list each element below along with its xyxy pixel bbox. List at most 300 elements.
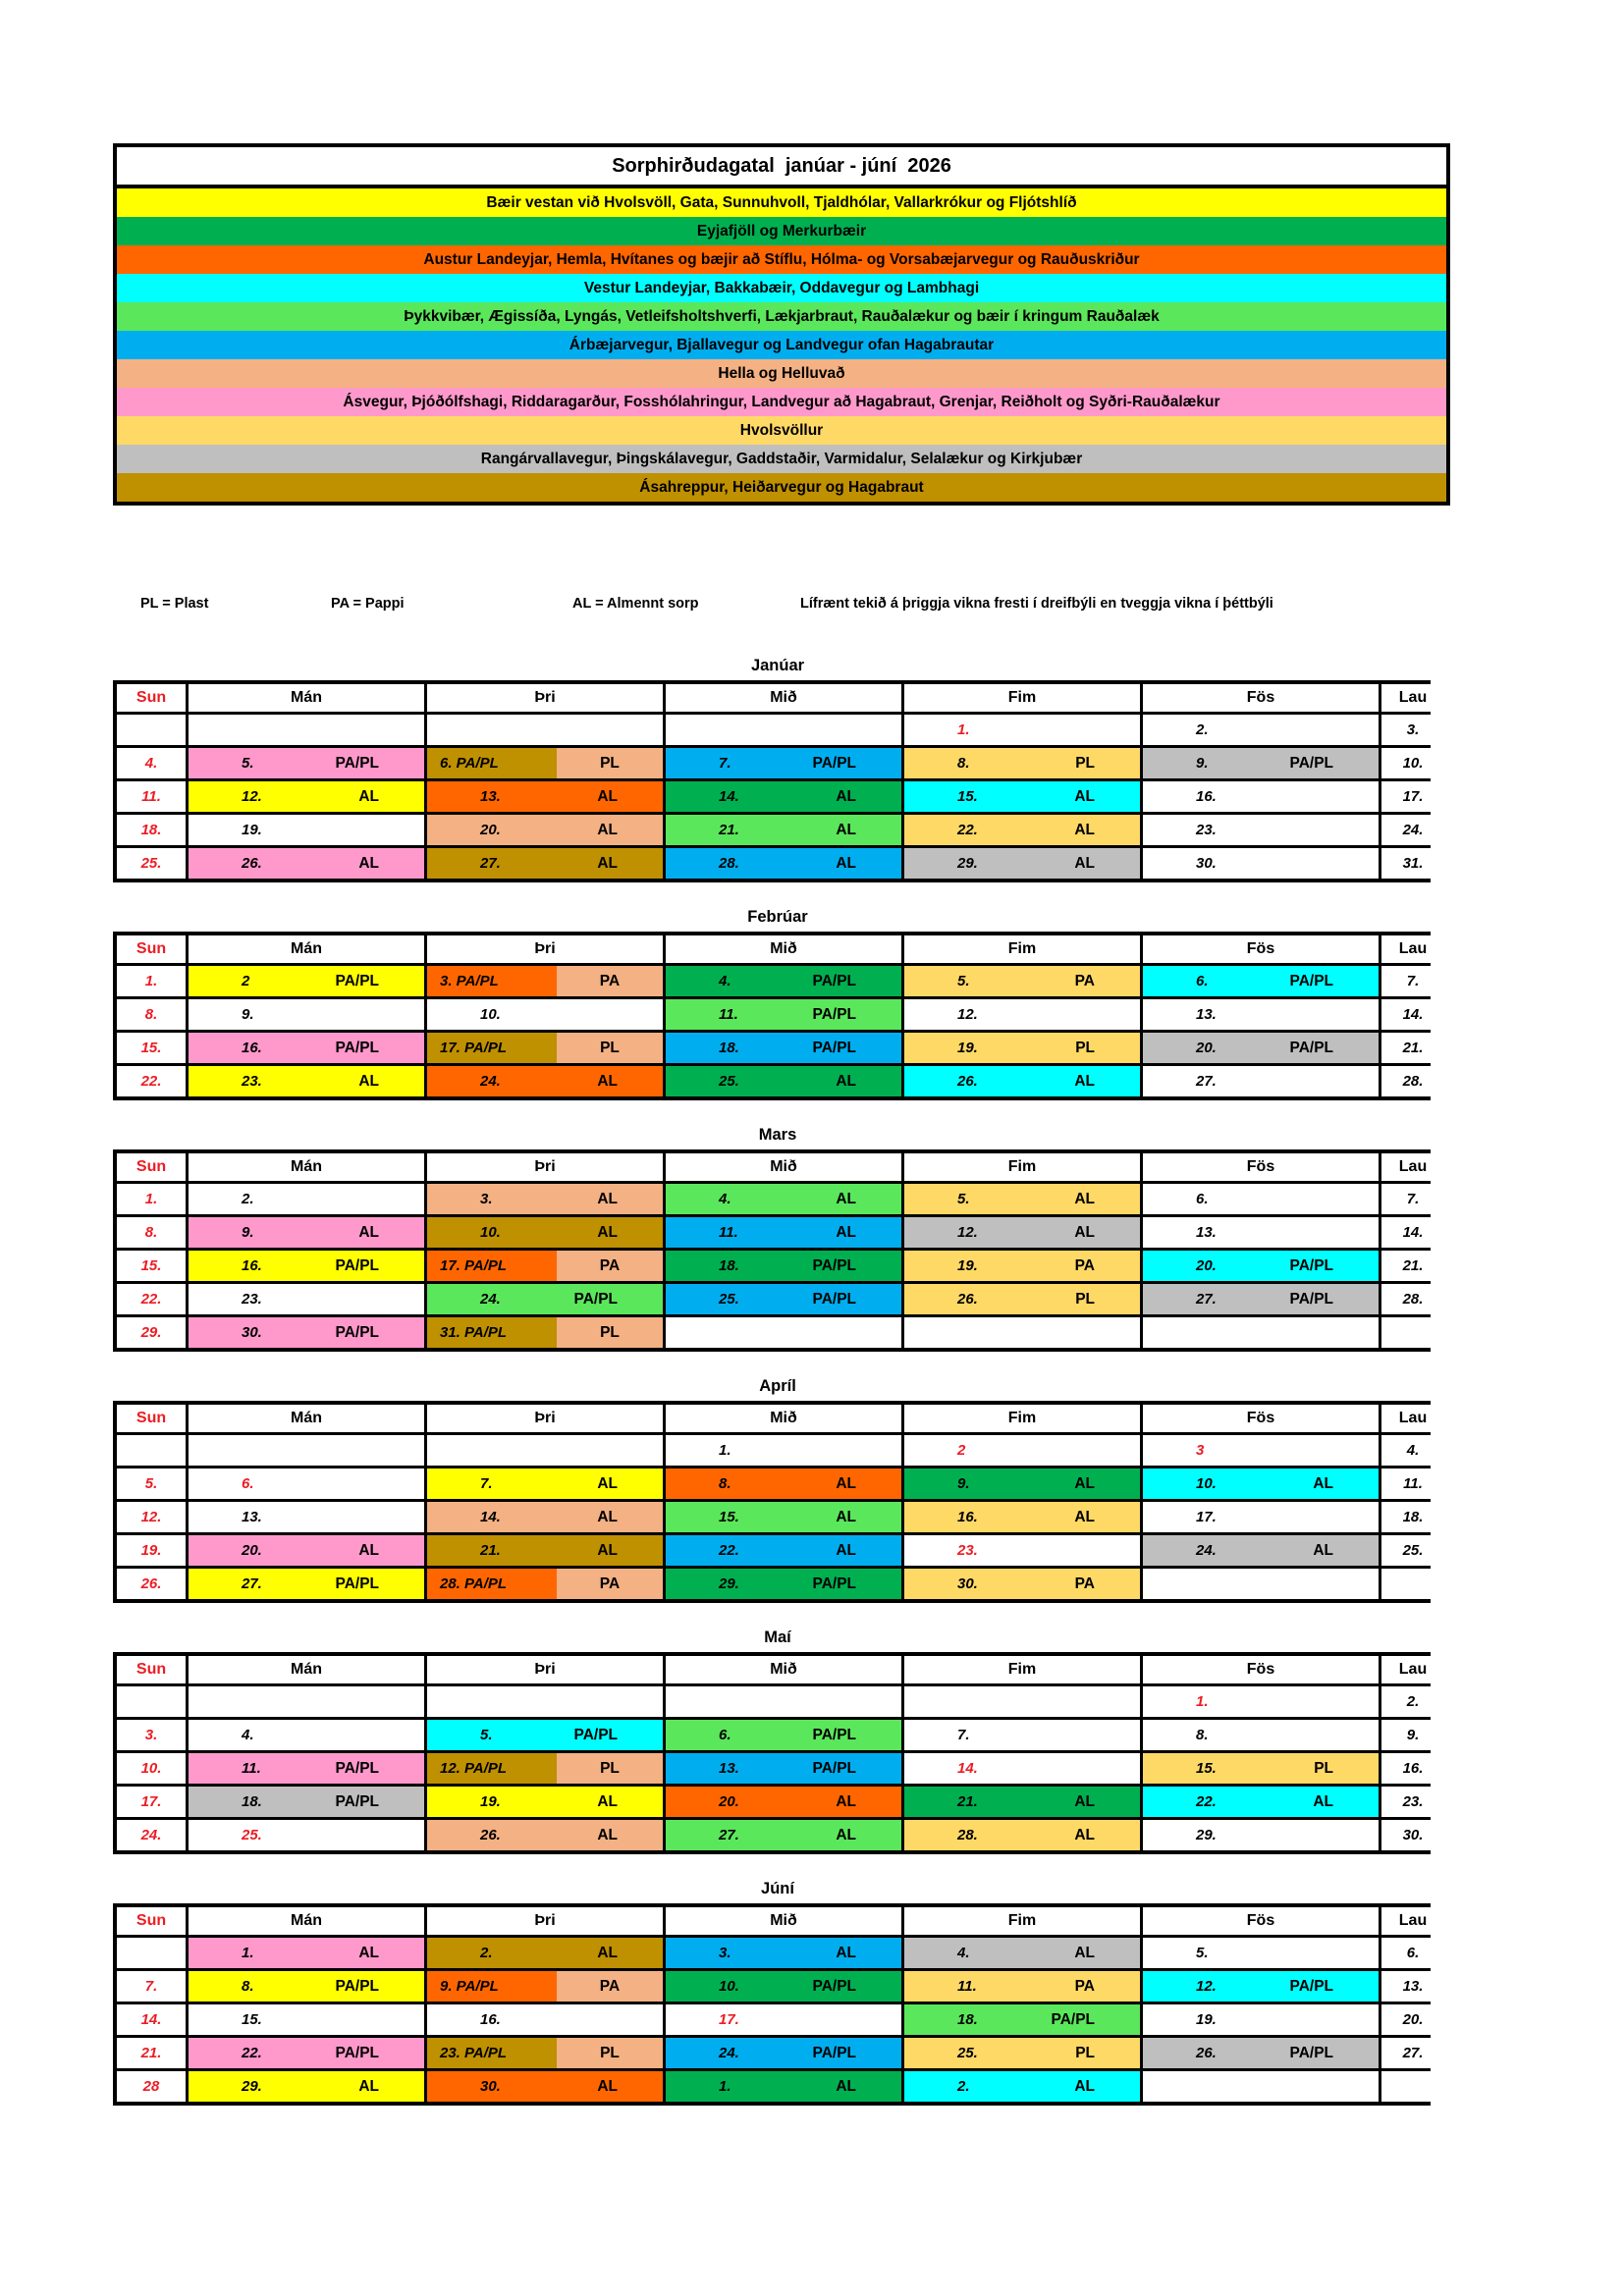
month-apríl [113,1377,1450,1603]
split-cell-left: 17. PA/PL [427,1033,557,1063]
day-cell-fim-w3 [904,1753,1140,1784]
waste-type-label: PL [1314,1759,1333,1777]
month-febrúar [113,908,1450,1100]
date-label: 24. [1196,1542,1217,1559]
day-cell-man-w5 [189,848,424,879]
date-label: 27. [1196,1291,1217,1308]
day-cell-mid-w4 [666,1787,901,1817]
date-label: 3 [1196,1442,1205,1459]
date-label: 9. [957,1475,970,1492]
day-cell-mid-w1 [666,1184,901,1214]
waste-type-label: AL [597,1541,618,1559]
day-cell-lau-w5 [1381,2071,1444,2102]
day-cell-tri-w3 [427,781,663,812]
date-label: 26. [1196,2045,1217,2061]
day-cell-fos-w2 [1143,1720,1379,1750]
date-label: 28. [1402,1073,1424,1090]
date-label: 16. [957,1509,978,1525]
day-cell-fim-w2 [904,1468,1140,1499]
date-label: 4. [719,973,731,989]
date-label: 17. [719,2011,739,2028]
day-cell-sun-w4 [117,1535,186,1566]
date-label: 23. [1402,1793,1424,1810]
waste-type-label: AL [597,1826,618,1843]
date-label: 3. [480,1191,493,1207]
date-label: 8. [1196,1727,1209,1743]
day-header-man: Mán [189,1405,424,1432]
day-cell-fim-w3 [904,781,1140,812]
waste-type-label: AL [836,1944,856,1961]
region-row-8: Hvolsvöllur [117,416,1446,445]
date-label: 17. [140,1793,162,1810]
month-title: Janúar [750,657,805,674]
waste-type-label: AL [1074,821,1095,838]
date-label: 22. [1196,1793,1217,1810]
date-label: 13. [1402,1978,1424,1995]
split-cell-right: PA [557,966,663,996]
date-label: 11. [719,1006,738,1023]
day-cell-mid-w1 [666,1435,901,1466]
date-label: 19. [242,822,262,838]
day-cell-man-w5 [189,1820,424,1850]
date-label: 3. [719,1945,731,1961]
date-label: 5. [957,1191,970,1207]
date-label: 15. [1196,1760,1217,1777]
day-cell-fos-w4 [1143,815,1379,845]
waste-type-label: PA/PL [1289,754,1333,772]
waste-type-label: PA/PL [335,972,379,989]
day-cell-fim-w5 [904,1820,1140,1850]
day-cell-fim-w3 [904,1251,1140,1281]
day-cell-fos-w2 [1143,1468,1379,1499]
day-cell-lau-w4 [1381,815,1444,845]
date-label: 29. [719,1575,739,1592]
waste-type-label: AL [836,1072,856,1090]
date-label: 5. [144,1475,158,1492]
date-label: 24. [480,1291,501,1308]
date-label: 1. [719,2078,731,2095]
day-cell-tri-w2 [427,1217,663,1248]
waste-type-label: PA [1074,972,1095,989]
day-cell-fim-w4 [904,1535,1140,1566]
day-cell-tri-w1 [427,1686,663,1717]
date-label: 13. [1196,1224,1217,1241]
waste-type-label: PA/PL [335,1792,379,1810]
month-title: Apríl [759,1377,796,1395]
day-cell-tri-w5 [427,1820,663,1850]
day-cell-lau-w1 [1381,1938,1444,1968]
day-header-lau: Lau [1381,935,1444,963]
date-label: 19. [957,1257,978,1274]
day-header-sun: Sun [117,1153,186,1181]
day-header-lau: Lau [1381,1405,1444,1432]
day-header-tri: Þri [427,1656,663,1683]
day-cell-fos-w1 [1143,966,1379,996]
months-container [113,657,1450,2106]
day-cell-man-w1 [189,1184,424,1214]
day-cell-tri-w5 [427,1317,663,1348]
region-row-10: Ásahreppur, Heiðarvegur og Hagabraut [117,473,1446,502]
day-cell-lau-w3 [1381,1753,1444,1784]
day-cell-tri-w4 [427,815,663,845]
day-cell-man-w5 [189,1317,424,1348]
waste-type-label: PA/PL [335,754,379,772]
waste-type-label: AL [358,1541,379,1559]
date-label: 24. [719,2045,739,2061]
waste-type-label: AL [597,1223,618,1241]
day-cell-fim-w4 [904,1787,1140,1817]
day-cell-fos-w4 [1143,1066,1379,1096]
date-label: 12. [140,1509,162,1525]
day-header-fos: Fös [1143,1153,1379,1181]
day-cell-mid-w4 [666,1284,901,1314]
date-label: 13. [1196,1006,1217,1023]
waste-type-label: AL [836,1792,856,1810]
day-cell-fos-w5 [1143,2071,1379,2102]
day-header-lau: Lau [1381,1656,1444,1683]
waste-type-label: AL [1313,1541,1333,1559]
waste-type-label: PA/PL [1289,972,1333,989]
waste-type-label: PA/PL [1289,1039,1333,1056]
day-cell-man-w1 [189,1686,424,1717]
waste-type-label: AL [1074,1826,1095,1843]
waste-type-label: AL [597,1508,618,1525]
date-label: 11. [141,788,161,805]
waste-type-label: AL [597,1944,618,1961]
waste-type-label: PA/PL [1289,1290,1333,1308]
date-label: 28. [957,1827,978,1843]
day-cell-sun-w5 [117,1820,186,1850]
day-cell-fos-w5 [1143,1317,1379,1348]
date-label: 17. [1402,788,1424,805]
date-label: 7. [719,755,731,772]
waste-type-label: AL [358,787,379,805]
day-header-fos: Fös [1143,1405,1379,1432]
date-label: 4. [242,1727,254,1743]
day-header-sun: Sun [117,1405,186,1432]
date-label: 1. [957,721,970,738]
day-cell-fim-w5 [904,2071,1140,2102]
day-cell-fim-w1 [904,1435,1140,1466]
date-label: 18. [957,2011,978,2028]
day-cell-mid-w5 [666,1820,901,1850]
waste-type-label: AL [597,1190,618,1207]
split-cell-right: PL [557,1753,663,1784]
date-label: 6. [1406,1945,1420,1961]
month-title: Febrúar [747,908,808,926]
waste-type-label: AL [836,787,856,805]
date-label: 19. [957,1040,978,1056]
day-cell-sun-w1 [117,1686,186,1717]
date-label: 16. [480,2011,501,2028]
date-label: 9. [1406,1727,1420,1743]
day-cell-fim-w2 [904,1217,1140,1248]
date-label: 11. [1403,1475,1423,1492]
date-label: 20. [719,1793,739,1810]
date-label: 10. [480,1006,501,1023]
date-label: 15. [140,1040,162,1056]
month-grid [113,1401,1431,1603]
day-cell-tri-w4 [427,1284,663,1314]
day-cell-fos-w3 [1143,781,1379,812]
waste-type-label: PA/PL [1051,2010,1095,2028]
day-cell-lau-w2 [1381,748,1444,778]
date-label: 26. [242,855,262,872]
split-cell-left: 6. PA/PL [427,748,557,778]
waste-type-label: PA/PL [335,1575,379,1592]
day-cell-lau-w2 [1381,1468,1444,1499]
day-cell-man-w4 [189,1787,424,1817]
day-cell-mid-w5 [666,2071,901,2102]
day-cell-fos-w3 [1143,2004,1379,2035]
date-label: 29. [242,2078,262,2095]
day-header-mid: Mið [666,1405,901,1432]
date-label: 27. [1402,2045,1424,2061]
waste-type-label: PA/PL [335,1039,379,1056]
date-label: 9. [1196,755,1209,772]
date-label: 15. [242,2011,262,2028]
date-label: 23. [957,1542,978,1559]
month-mars [113,1126,1450,1352]
date-label: 6. [719,1727,731,1743]
day-cell-fim-w1 [904,1686,1140,1717]
waste-type-label: PA [1074,1256,1095,1274]
day-cell-man-w1 [189,1435,424,1466]
day-cell-mid-w2 [666,748,901,778]
date-label: 13. [480,788,501,805]
date-label: 15. [140,1257,162,1274]
day-cell-mid-w3 [666,2004,901,2035]
day-cell-lau-w1 [1381,1184,1444,1214]
day-cell-lau-w4 [1381,2038,1444,2068]
day-cell-lau-w2 [1381,1720,1444,1750]
waste-type-label: PL [1075,1290,1095,1308]
day-cell-sun-w3 [117,1502,186,1532]
date-label: 8. [719,1475,731,1492]
date-label: 8. [242,1978,254,1995]
waste-type-label: PA/PL [812,1575,856,1592]
date-label: 23. [1196,822,1217,838]
day-cell-sun-w1 [117,1938,186,1968]
day-cell-fim-w2 [904,748,1140,778]
date-label: 28. [1402,1291,1424,1308]
day-cell-sun-w5 [117,2071,186,2102]
region-row-2: Austur Landeyjar, Hemla, Hvítanes og bæjir að Stíflu, Hólma- og Vorsabæjarvegur og Rauðuskriður [117,245,1446,274]
day-cell-man-w2 [189,748,424,778]
date-label: 21. [140,2045,162,2061]
day-cell-mid-w2 [666,1720,901,1750]
day-cell-fim-w2 [904,999,1140,1030]
day-cell-tri-w3 [427,1502,663,1532]
day-header-man: Mán [189,1907,424,1935]
day-header-tri: Þri [427,935,663,963]
day-cell-mid-w2 [666,1468,901,1499]
day-cell-fos-w1 [1143,1184,1379,1214]
date-label: 12. [242,788,262,805]
date-label: 25. [140,855,162,872]
day-cell-man-w3 [189,2004,424,2035]
day-cell-tri-w2 [427,1468,663,1499]
waste-type-label: PA/PL [812,1726,856,1743]
date-label: 19. [480,1793,501,1810]
waste-type-label: PA/PL [573,1290,618,1308]
date-label: 4. [1406,1442,1420,1459]
date-label: 12. [957,1224,978,1241]
date-label: 12. [1196,1978,1217,1995]
waste-type-label: AL [836,1541,856,1559]
waste-type-label: PA/PL [573,1726,618,1743]
day-cell-sun-w1 [117,1184,186,1214]
date-label: 21. [957,1793,978,1810]
day-cell-fim-w5 [904,1569,1140,1599]
date-label: 10. [140,1760,162,1777]
split-cell-left: 17. PA/PL [427,1251,557,1281]
day-cell-man-w2 [189,1971,424,2002]
day-cell-sun-w3 [117,1251,186,1281]
day-cell-tri-w4 [427,2038,663,2068]
day-cell-mid-w3 [666,781,901,812]
waste-type-label: PA [1074,1575,1095,1592]
waste-type-label: AL [836,2077,856,2095]
day-cell-fim-w3 [904,1033,1140,1063]
month-grid [113,680,1431,882]
day-cell-fim-w1 [904,1184,1140,1214]
day-cell-lau-w2 [1381,1971,1444,2002]
waste-type-label: PA/PL [812,1256,856,1274]
date-label: 29. [140,1324,162,1341]
day-cell-mid-w3 [666,1753,901,1784]
day-cell-fim-w4 [904,2038,1140,2068]
date-label: 30. [242,1324,262,1341]
date-label: 30. [957,1575,978,1592]
day-cell-lau-w5 [1381,1317,1444,1348]
day-cell-lau-w3 [1381,1033,1444,1063]
day-cell-fos-w4 [1143,1284,1379,1314]
waste-type-label: AL [358,2077,379,2095]
day-cell-fim-w4 [904,815,1140,845]
day-cell-mid-w1 [666,966,901,996]
date-label: 2. [1406,1693,1420,1710]
split-cell-right: PL [557,748,663,778]
date-label: 9. [242,1006,254,1023]
day-header-fim: Fim [904,1656,1140,1683]
day-cell-fos-w1 [1143,1435,1379,1466]
waste-type-label: AL [1074,1190,1095,1207]
day-cell-man-w5 [189,2071,424,2102]
day-cell-tri-w5 [427,848,663,879]
day-header-sun: Sun [117,684,186,712]
date-label: 18. [719,1040,739,1056]
date-label: 16. [1196,788,1217,805]
split-cell-right: PA [557,1251,663,1281]
date-label: 10. [719,1978,739,1995]
split-cell-left: 12. PA/PL [427,1753,557,1784]
date-label: 4. [957,1945,970,1961]
date-label: 10. [1402,755,1424,772]
day-cell-fos-w1 [1143,715,1379,745]
date-label: 16. [242,1257,262,1274]
waste-type-label: AL [1313,1474,1333,1492]
day-cell-mid-w2 [666,1217,901,1248]
day-cell-lau-w4 [1381,1535,1444,1566]
day-header-tri: Þri [427,1153,663,1181]
date-label: 5. [1196,1945,1209,1961]
waste-type-label: PA/PL [812,972,856,989]
waste-type-label: AL [597,854,618,872]
day-cell-man-w4 [189,1066,424,1096]
day-cell-tri-w4 [427,1066,663,1096]
day-cell-mid-w2 [666,1971,901,2002]
waste-type-label: PA/PL [812,1039,856,1056]
date-label: 25. [1402,1542,1424,1559]
day-header-mid: Mið [666,1907,901,1935]
date-label: 7. [1406,1191,1420,1207]
date-label: 11. [719,1224,738,1241]
date-label: 22. [719,1542,739,1559]
day-cell-sun-w4 [117,2038,186,2068]
date-label: 5. [480,1727,493,1743]
waste-type-label: PL [1075,2044,1095,2061]
date-label: 27. [719,1827,739,1843]
date-label: 1. [1196,1693,1209,1710]
day-header-fos: Fös [1143,684,1379,712]
day-cell-fos-w5 [1143,848,1379,879]
waste-type-label: AL [836,1474,856,1492]
date-label: 1. [719,1442,731,1459]
day-cell-fos-w3 [1143,1502,1379,1532]
date-label: 4. [719,1191,731,1207]
day-cell-tri-w1 [427,1184,663,1214]
waste-type-label: AL [597,2077,618,2095]
date-label: 21. [1402,1040,1424,1056]
day-cell-fos-w4 [1143,1535,1379,1566]
day-cell-lau-w1 [1381,1435,1444,1466]
date-label: 14. [957,1760,978,1777]
legend-lifraent-note: Lífrænt tekið á þriggja vikna fresti í dreifbýli en tveggja vikna í þéttbýli [800,596,1273,612]
waste-type-label: AL [1074,1508,1095,1525]
day-cell-fim-w2 [904,1971,1140,2002]
day-header-sun: Sun [117,935,186,963]
day-cell-mid-w1 [666,715,901,745]
day-cell-tri-w3 [427,1033,663,1063]
day-cell-lau-w2 [1381,999,1444,1030]
date-label: 25. [719,1073,739,1090]
day-header-mid: Mið [666,1656,901,1683]
split-cell-right: PA [557,1569,663,1599]
day-cell-man-w1 [189,966,424,996]
date-label: 12. [957,1006,978,1023]
date-label: 24. [480,1073,501,1090]
day-cell-fos-w2 [1143,748,1379,778]
day-cell-fos-w3 [1143,1753,1379,1784]
day-cell-fim-w1 [904,715,1140,745]
date-label: 16. [1402,1760,1424,1777]
day-header-fim: Fim [904,1405,1140,1432]
date-label: 24. [1402,822,1424,838]
day-cell-lau-w1 [1381,715,1444,745]
day-cell-lau-w4 [1381,1066,1444,1096]
day-cell-sun-w1 [117,966,186,996]
day-cell-fos-w3 [1143,1251,1379,1281]
waste-type-label: AL [358,1944,379,1961]
waste-type-label: PA/PL [335,1759,379,1777]
date-label: 18. [1402,1509,1424,1525]
day-cell-tri-w2 [427,1720,663,1750]
split-cell-left: 23. PA/PL [427,2038,557,2068]
day-cell-man-w1 [189,1938,424,1968]
day-cell-sun-w2 [117,748,186,778]
date-label: 20. [242,1542,262,1559]
